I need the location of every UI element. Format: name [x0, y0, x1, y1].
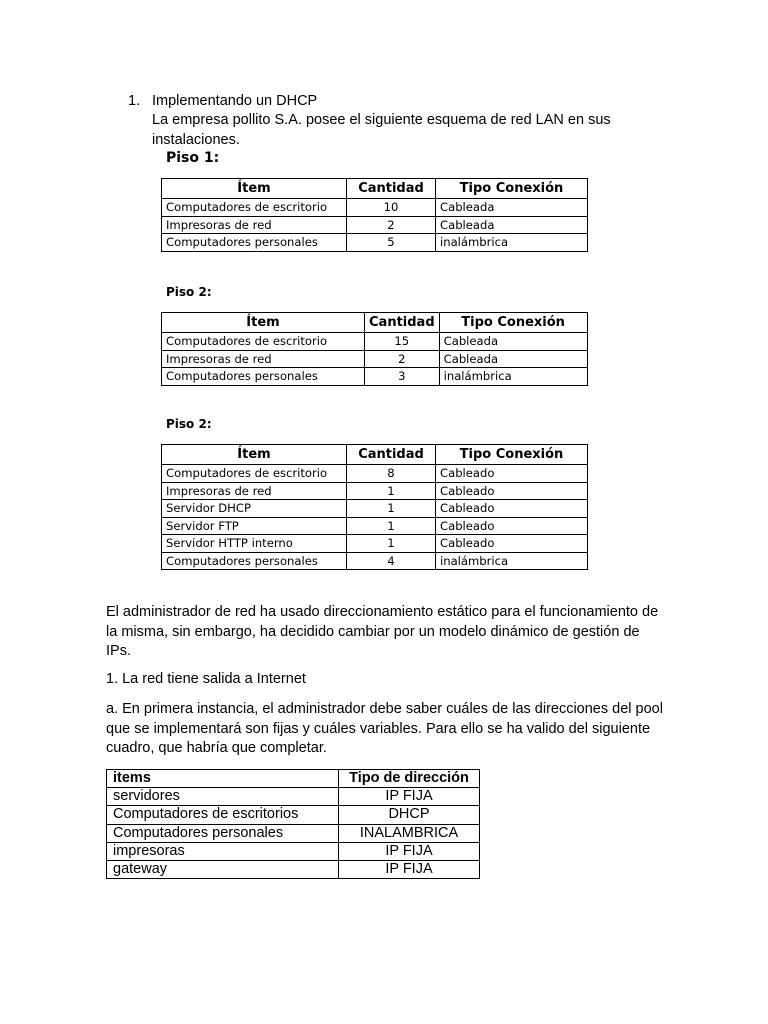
- paragraph-static-addressing: El administrador de red ha usado direccionamiento estático para el funcionamiento de la misma, sin embargo, ha decidido cambiar por un modelo dinámico de gestión de IPs.: [106, 604, 659, 659]
- cell-connection: inalámbrica: [436, 234, 588, 252]
- cell-item: Computadores personales: [107, 824, 339, 842]
- cell-address-type: DHCP: [339, 806, 480, 824]
- cell-item: Computadores de escritorios: [107, 806, 339, 824]
- cell-item: Computadores de escritorio: [162, 333, 365, 351]
- cell-quantity: 8: [347, 465, 436, 483]
- table-header-row: [107, 770, 480, 788]
- floor-1-table: [161, 178, 588, 252]
- table-row: [107, 788, 480, 806]
- cell-quantity: 2: [365, 350, 440, 368]
- cell-item: gateway: [107, 860, 339, 878]
- address-type-table: [106, 769, 480, 879]
- header-quantity: Cantidad: [347, 445, 436, 465]
- cell-item: Computadores de escritorio: [162, 465, 347, 483]
- cell-connection: Cableada: [436, 216, 588, 234]
- cell-quantity: 2: [347, 216, 436, 234]
- header-item: Ítem: [162, 179, 347, 199]
- cell-connection: Cableado: [436, 500, 588, 518]
- header-item: Ítem: [162, 445, 347, 465]
- table-row: [162, 216, 588, 234]
- cell-item: Servidor HTTP interno: [162, 535, 347, 553]
- cell-quantity: 5: [347, 234, 436, 252]
- cell-item: Impresoras de red: [162, 350, 365, 368]
- cell-quantity: 1: [347, 500, 436, 518]
- floor-1-label: Piso 1:: [166, 150, 220, 166]
- cell-item: Servidor FTP: [162, 517, 347, 535]
- cell-item: Computadores personales: [162, 368, 365, 386]
- cell-quantity: 1: [347, 482, 436, 500]
- table-row: [162, 517, 588, 535]
- cell-connection: Cableada: [439, 350, 587, 368]
- table-row: [162, 500, 588, 518]
- table-row: [162, 552, 588, 570]
- cell-item: Computadores de escritorio: [162, 199, 347, 217]
- table-row: [162, 333, 588, 351]
- cell-connection: Cableado: [436, 517, 588, 535]
- cell-address-type: IP FIJA: [339, 842, 480, 860]
- table-row: [162, 368, 588, 386]
- cell-quantity: 10: [347, 199, 436, 217]
- cell-connection: Cableada: [439, 333, 587, 351]
- cell-connection: Cableado: [436, 535, 588, 553]
- cell-item: servidores: [107, 788, 339, 806]
- paragraph-pool-question: a. En primera instancia, el administrador debe saber cuáles de las direcciones del pool que se implementará son fijas y cuáles variables. Para ello se ha valido del siguiente cuadro, que habría que completar.: [106, 701, 663, 756]
- cell-item: Impresoras de red: [162, 482, 347, 500]
- table-row: [107, 842, 480, 860]
- header-item: Ítem: [162, 313, 365, 333]
- cell-item: Computadores personales: [162, 234, 347, 252]
- cell-quantity: 15: [365, 333, 440, 351]
- floor-2-label: Piso 2:: [166, 285, 212, 299]
- table-row: [107, 860, 480, 878]
- header-address-type: Tipo de dirección: [339, 770, 480, 788]
- header-connection: Tipo Conexión: [436, 179, 588, 199]
- cell-connection: inalámbrica: [439, 368, 587, 386]
- table-header-row: [162, 313, 588, 333]
- table-row: [162, 482, 588, 500]
- header-quantity: Cantidad: [365, 313, 440, 333]
- heading-number: 1.: [128, 93, 141, 109]
- cell-quantity: 3: [365, 368, 440, 386]
- table-row: [107, 824, 480, 842]
- cell-quantity: 1: [347, 517, 436, 535]
- table-row: [162, 350, 588, 368]
- cell-item: Impresoras de red: [162, 216, 347, 234]
- header-items: items: [107, 770, 339, 788]
- paragraph-internet: 1. La red tiene salida a Internet: [106, 671, 306, 687]
- cell-address-type: IP FIJA: [339, 788, 480, 806]
- floor-3-table: [161, 444, 588, 570]
- cell-address-type: INALAMBRICA: [339, 824, 480, 842]
- intro-text: La empresa pollito S.A. posee el siguiente esquema de red LAN en sus instalaciones.: [152, 112, 611, 148]
- table-header-row: [162, 445, 588, 465]
- cell-item: Computadores personales: [162, 552, 347, 570]
- cell-quantity: 1: [347, 535, 436, 553]
- cell-item: impresoras: [107, 842, 339, 860]
- cell-connection: Cableada: [436, 199, 588, 217]
- table-row: [162, 234, 588, 252]
- cell-connection: Cableado: [436, 465, 588, 483]
- header-quantity: Cantidad: [347, 179, 436, 199]
- table-row: [162, 465, 588, 483]
- cell-connection: inalámbrica: [436, 552, 588, 570]
- header-connection: Tipo Conexión: [439, 313, 587, 333]
- cell-item: Servidor DHCP: [162, 500, 347, 518]
- header-connection: Tipo Conexión: [436, 445, 588, 465]
- table-row: [107, 806, 480, 824]
- cell-connection: Cableado: [436, 482, 588, 500]
- floor-3-label: Piso 2:: [166, 417, 212, 431]
- floor-2-table: [161, 312, 588, 386]
- table-row: [162, 199, 588, 217]
- table-row: [162, 535, 588, 553]
- cell-quantity: 4: [347, 552, 436, 570]
- table-header-row: [162, 179, 588, 199]
- cell-address-type: IP FIJA: [339, 860, 480, 878]
- heading-title: Implementando un DHCP: [152, 93, 318, 109]
